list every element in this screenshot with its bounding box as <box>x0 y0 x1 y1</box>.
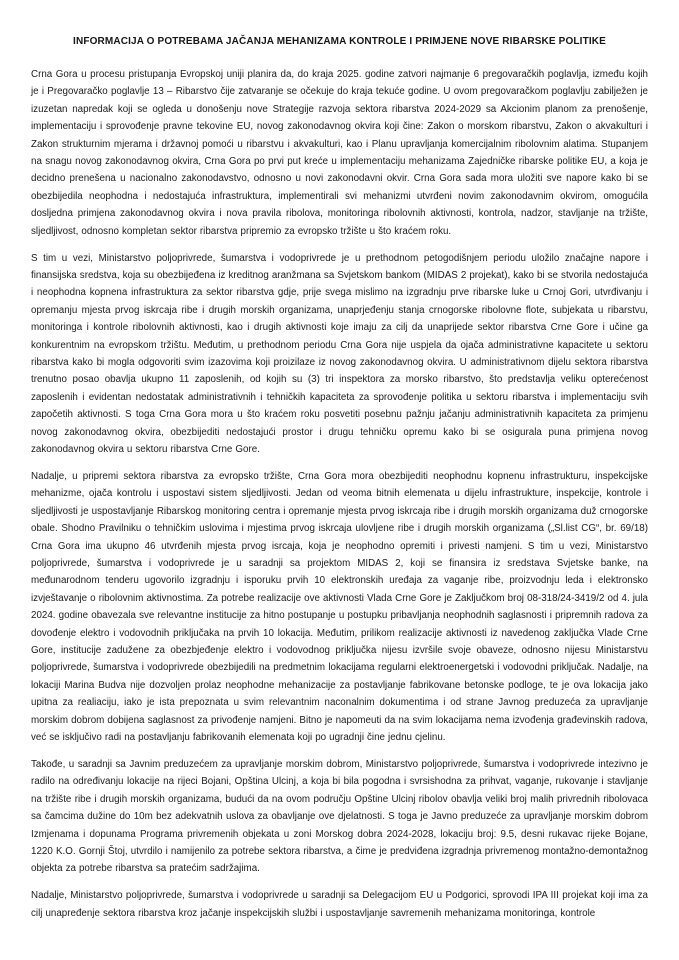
paragraph-ministry-investments: S tim u vezi, Ministarstvo poljoprivrede, šumarstva i vodoprivrede je u prethodnom petogodišnjem periodu uložilo značajne napore i finansijska sredstva, koja su obezbijeđena iz kreditnog aranžmana sa Svjetskom bankom (MIDAS 2 projekat), kako bi se stvorila nedostajuća i neophodna kopnena infrastruktura za sektor ribarstva gdje, prije svega mislimo na izgradnju prve ribarske luke u Crnoj Gori, utvrđivanju i opremanju mjesta prvog iskrcaja ribe i drugih morskih organizama, unaprjeđenju stanja crnogorske ribolovne flote, subjekata u ribarstvu, monitoringa i kontrole ribolovnih aktivnosti, kao i drugih aktivnosti koje imaju za cilj da unaprijede sektor ribarstva Crne Gore i učine ga konkurentnim na evropskom tržištu. Međutim, u prethodnom periodu Crna Gora nije uspjela da ojača administrativne kapacitete u sektoru ribarstva kako bi mogla odgovoriti svim izazovima koji proizilaze iz novog zakonodavnog okvira. U administrativnom dijelu sektora ribarstva trenutno posao obavlja ukupno 11 zaposlenih, od kojih su (3) tri inspektora za morsko ribarstvo, što predstavlja veliku opterećenost zaposlenih i evidentan nedostatak administrativnih i tehničkih kapaciteta za sprovođenje politika u sektoru ribarstva i implementaciju svih započetih aktivnosti. S toga Crna Gora mora u što kraćem roku posvetiti posebnu pažnju jačanju administrativnih kapaciteta za primjenu novog zakonodavnog okvira, obezbijediti nedostajući prostor i drugu tehničku opremu kako bi se osigurala puna primjena novog zakonodavnog okvira u sektoru ribarstva Crne Gore. <box>31 252 648 456</box>
document-title: INFORMACIJA O POTREBAMA JAČANJA MEHANIZAMA KONTROLE I PRIMJENE NOVE RIBARSKE POLITIKE <box>73 36 606 47</box>
paragraph-infrastructure-monitoring-centre: Nadalje, u pripremi sektora ribarstva za evropsko tržište, Crna Gora mora obezbijediti neophodnu kopnenu infrastrukturu, inspekcijske mehanizme, ojača kontrolu i uspostavi sistem sljedljivosti. Jedan od veoma bitnih elemenata u dijelu infrastrukture, inspekcije, kontrole i sljedljivosti je uspostavljanje Ribarskog monitoring centra i opremanje mjesta prvog iskrcaja ribe i drugih morskih organizama duž crnogorske obale. Shodno Pravilniku o tehničkim uslovima i mjestima prvog iskrcaja ulovljene ribe i drugih morskih organizama („Sl.list CG“, br. 69/18) Crna Gora ima ukupno 46 utvrđenih mjesta prvog isrcaja, koja je neophodno opremiti i privesti namjeni. S tim u vezi, Ministarstvo poljoprivrede, šumarstva i vodoprivrede je u saradnji sa projektom MIDAS 2, koji se finansira iz sredstava Svjetske banke, na međunarodnom tenderu ugovorilo izgradnju i isporuku prvih 10 elektronskih uređaja za vaganje ribe, proizvodnju leda i elektronsko izvještavanje o ribolovnim aktivnostima. Za potrebe realizacije ove aktivnosti Vlada Crne Gore je Zaključkom broj 08-318/24-3419/2 od 4. jula 2024. godine obavezala sve relevantne institucije za hitno postupanje u postupku pribavljanja neophodnih saglasnosti i pripremnih radova za dovođenje elektro i vodovodnih priključaka na prvih 10 lokacija. Međutim, prilikom realizacije aktivnosti iz navedenog zaključka Vlade Crne Gore, institucije zadužene za obezbjeđenje elektro i vodovodnog priključka nijesu izvršile svoje obaveze, odnosno nijesu Ministarstvu poljoprivrede, šumarstva i vodoprivrede obezbijedili na predmetnim lokacijama regularni elektroenergetski i vodovodni priključak. Nadalje, na lokaciji Marina Budva nije dozvoljen prolaz neophodne mehanizacije za postavljanje fabrikovane betonske podloge, te je ova lokacija jako upitna za realiaciju, iako je ista prepoznata u svim relevantnim naconalnim dokumentima i od strane Javnog preduzeća za upravljanje morskim dobrom dobijena saglasnost za privođenje namjeni. Bitno je napomeuti da na svim lokacijama nema izvođenja građevinskih radova, već se isključivo radi na postavljanju fabrikovanih elemenata koji po ugradnji čine jednu cjelinu. <box>31 470 648 744</box>
paragraph-ipa-project: Nadalje, Ministarstvo poljoprivrede, šumarstva i vodoprivrede u saradnji sa Delegacijom EU u Podgorici, sprovodi IPA III projekat koji ima za cilj unapređenje sektora ribarstva kroz jačanje inspekcijskih službi i uspostavljanje savremenih mehanizama monitoringa, kontrole <box>31 890 648 919</box>
paragraph-intro-eu-accession: Crna Gora u procesu pristupanja Evropskoj uniji planira da, do kraja 2025. godine zatvori najmanje 6 pregovaračkih poglavlja, između kojih je i Pregovaračko poglavlje 13 – Ribarstvo čije zatvaranje se očekuje do kraja tekuće godine. U ovom pregovaračkom poglavlju zabilježen je izuzetan napredak koji se ogleda u donošenju nove Strategije razvoja sektora ribarstva 2024-2029 sa Akcionim planom za prenošenje, implementaciju i sprovođenje pravne tekovine EU, novog zakonodavnog okvira koji čine: Zakon o morskom ribarstvu, Zakon o akvakulturi i Zakon strukturnim mjerama i državnoj pomoći u ribarstvu i akvakulturi, kao i Planu upravljanja komercijalnim ribolovnim alatima. Stupanjem na snagu novog zakonodavnog okvira, Crna Gora po prvi put kreće u implementaciju mehanizama Zajedničke ribarske politike EU, a koja je decidno prenešena u nacionalno zakonodavstvo, odnosno u novi zakonodavni okvir. Crna Gora sada mora uložiti sve napore kako bi se obezbijedila neophodna i nedostajuća infrastruktura, implementirali svi mehanizmi utvrđeni novim zakonodavnim okvirom, omogućila dosljedna primjena zakonodavnog okvira i nova pravila ribolova, monitoringa ribolovnih aktivnosti, kontrola, nadzor, stavljanje na tržište, sljedljivost, odnosno kompletan sektor ribarstva pripremio za evropsko tržište u što kraćem roku. <box>31 69 648 237</box>
paragraph-bojana-location: Takođe, u saradnji sa Javnim preduzećem za upravljanje morskim dobrom, Ministarstvo poljoprivrede, šumarstva i vodoprivrede intezivno je radilo na određivanju lokacije na rijeci Bojani, Opština Ulcinj, a koja bi bila pogodna i svrsishodna za prihvat, vaganje, rukovanje i stavljanje na tržište ribe i drugih morskih organizama, budući da na ovom području Opštine Ulcinj ribolov obavlja veliki broj malih privrednih ribolovaca sa čamcima dužine do 10m bez adekvatnih uslova za obavljanje ove djelatnosti. S toga je Javno preduzeće za upravljanje morskim dobrom Izmjenama i dopunama Programa privremenih objekata u zoni Morskog dobra 2024-2028, lokaciju broj: 9.5, desni rukavac rijeke Bojane, 1220 K.O. Gornji Štoj, utvrdilo i namijenilo za potrebe sektora ribarstva, a čime je predviđena izgradnja privremenog montažno-demontažnog objekta za potrebe ribarstva sa pratećim sadržajima. <box>31 758 648 875</box>
